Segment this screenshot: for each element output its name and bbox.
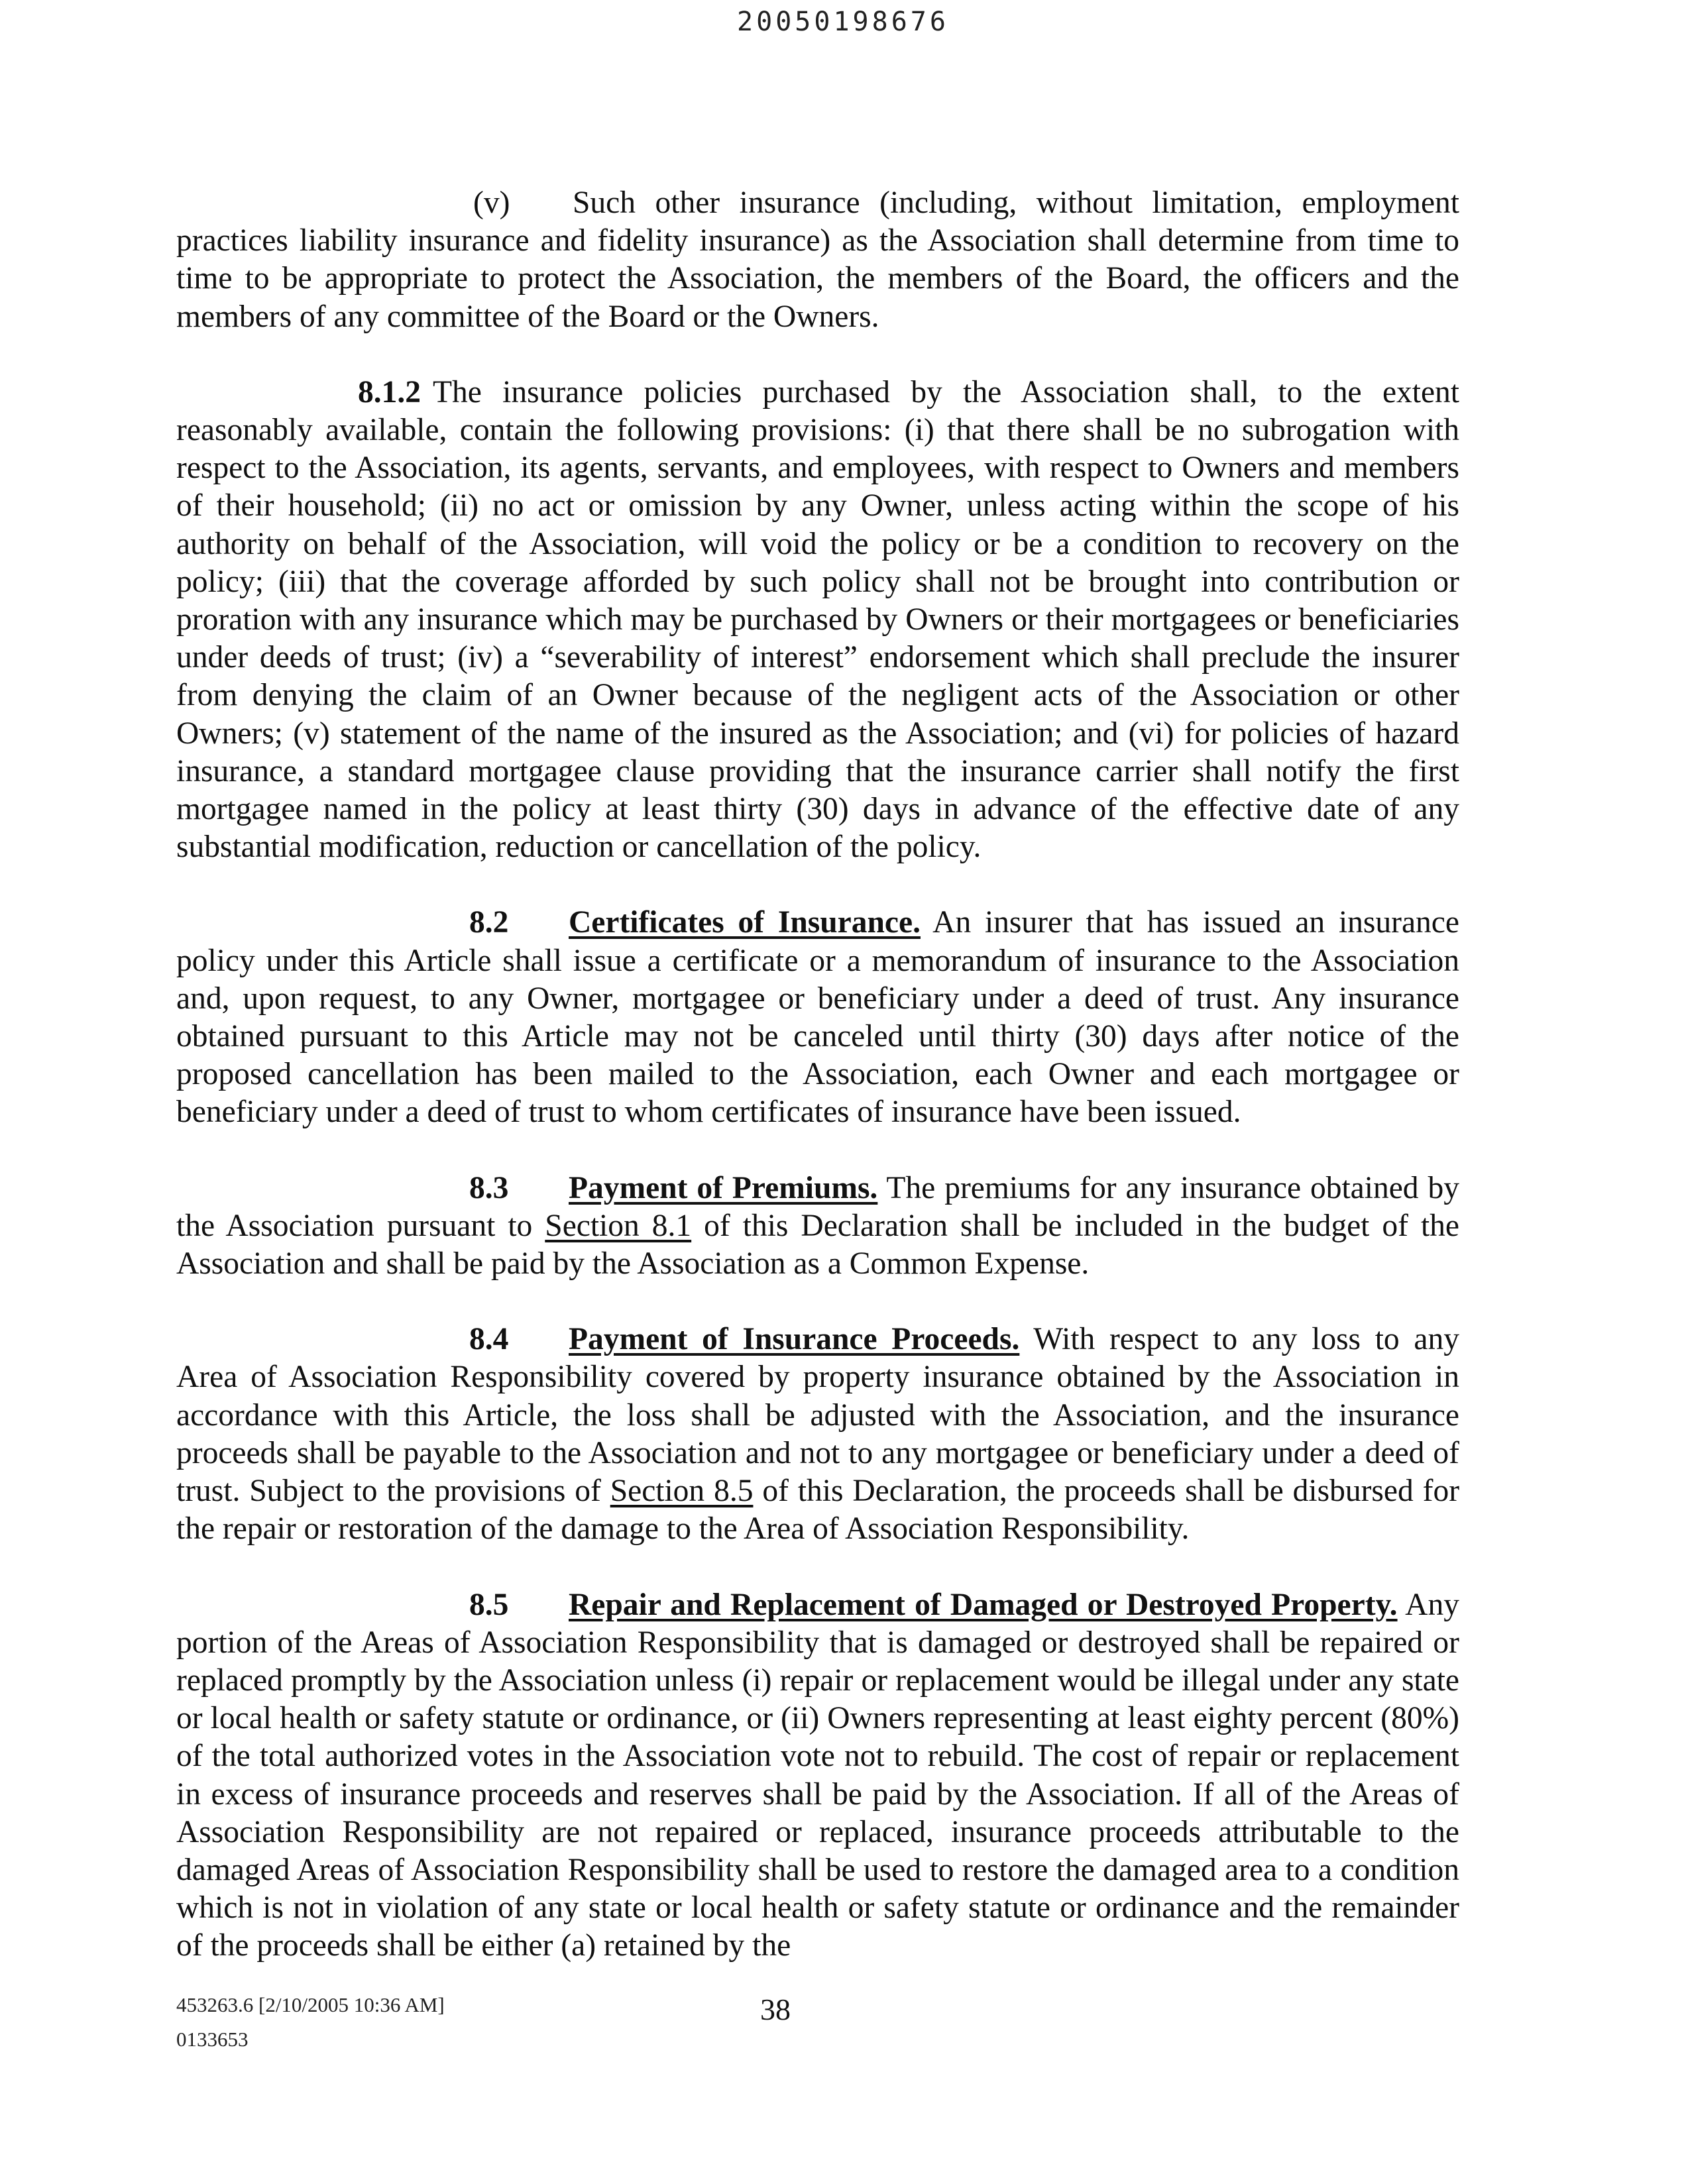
paragraph-8-2 (176, 904, 1459, 1131)
section-heading: Certificates of Insurance. (569, 905, 921, 940)
footer-identifiers (176, 1988, 445, 2057)
paragraph-8-3 (176, 1170, 1459, 1283)
document-version-stamp: 453263.6 [2/10/2005 10:36 AM] (176, 1993, 445, 2016)
section-heading: Payment of Premiums. (569, 1170, 878, 1205)
paragraph-text: The insurance policies purchased by the Association shall, to the extent reasonably available, contain the following provisions: (i) that there shall be no subrogation with respect to the Association, its agents, servants, and employees, with respect to Owners and members of their household; (ii) no act or omission by any Owner, unless acting within the scope of his authority on behalf of the Association, will void the policy or be a condition to recovery on the policy; (iii) that the coverage afforded by such policy shall not be brought into contribution or proration with any insurance which may be purchased by Owners or their mortgagees or beneficiaries under deeds of trust; (iv) a “severability of interest” endorsement which shall preclude the insurer from denying the claim of an Owner because of the negligent acts of the Association or other Owners; (v) statement of the name of the insured as the Association; and (vi) for policies of hazard insurance, a standard mortgagee clause providing that the insurance carrier shall notify the first mortgagee named in the policy at least thirty (30) days in advance of the effective date of any substantial modification, reduction or cancellation of the policy. (176, 374, 1459, 865)
paragraph-8-1-2 (176, 374, 1459, 867)
section-reference: Section 8.1 (545, 1208, 692, 1243)
section-heading: Payment of Insurance Proceeds. (569, 1322, 1020, 1357)
paragraph-text: Such other insurance (including, without limitation, employment practices liability insurance and fidelity insurance) as the Association shall determine from time to time to be appropriate to protect the Association, the members of the Board, the officers and the members of any committee of the Board or the Owners. (176, 186, 1459, 334)
paragraph-number: (v) (473, 186, 510, 220)
section-reference: Section 8.5 (610, 1474, 754, 1509)
document-body (176, 184, 1459, 1965)
paragraph-number: 8.1.2 (358, 374, 421, 410)
paragraph-8-5 (176, 1586, 1459, 1965)
client-number: 0133653 (176, 2028, 249, 2051)
document-number: 20050198676 (737, 7, 949, 37)
page-number: 38 (760, 1993, 791, 2026)
section-number: 8.3 (469, 1170, 509, 1205)
section-heading: Repair and Replacement of Damaged or Destroyed Property. (569, 1587, 1398, 1622)
paragraph-v (176, 184, 1459, 336)
section-number: 8.4 (469, 1322, 509, 1357)
section-number: 8.2 (469, 905, 509, 940)
section-number: 8.5 (469, 1587, 509, 1622)
paragraph-8-4 (176, 1321, 1459, 1548)
paragraph-text-continued: of this Declaration shall be included in the budget of the Association and shall be paid by the Association as a Common Expense. (176, 1208, 1460, 1282)
paragraph-text: An insurer that has issued an insurance policy under this Article shall issue a certificate or a memorandum of insurance to the Association and, upon request, to any Owner, mortgagee or beneficiary under a deed of trust. Any insurance obtained pursuant to this Article may not be canceled until thirty (30) days after notice of the proposed cancellation has been mailed to the Association, each Owner and each mortgagee or beneficiary under a deed of trust to whom certificates of insurance have been issued. (176, 905, 1459, 1130)
paragraph-text: With respect to any loss to any Area of Association Responsibility covered by property insurance obtained by the Association in accordance with this Article, the loss shall be adjusted with the Association, and the insurance proceeds shall be payable to the Association and not to any mortgagee or beneficiary under a deed of trust. Subject to the provisions of (176, 1322, 1459, 1509)
paragraph-text-continued: of this Declaration, the proceeds shall be disbursed for the repair or restoration of the damage to the Area of Association Responsibility. (176, 1474, 1460, 1547)
paragraph-text: The premiums for any insurance obtained by the Association pursuant to (176, 1170, 1459, 1243)
paragraph-text: Any portion of the Areas of Association Responsibility that is damaged or destroyed shall be repaired or replaced promptly by the Association unless (i) repair or replacement would be illegal under any state or local health or safety statute or ordinance, or (ii) Owners representing at least eighty percent (80%) of the total authorized votes in the Association vote not to rebuild. The cost of repair or replacement in excess of insurance proceeds and reserves shall be paid by the Association. If all of the Areas of Association Responsibility are not repaired or replaced, insurance proceeds attributable to the damaged Areas of Association Responsibility shall be used to restore the damaged area to a condition which is not in violation of any state or local health or safety statute or ordinance and the remainder of the proceeds shall be either (a) retained by the (176, 1587, 1459, 1963)
